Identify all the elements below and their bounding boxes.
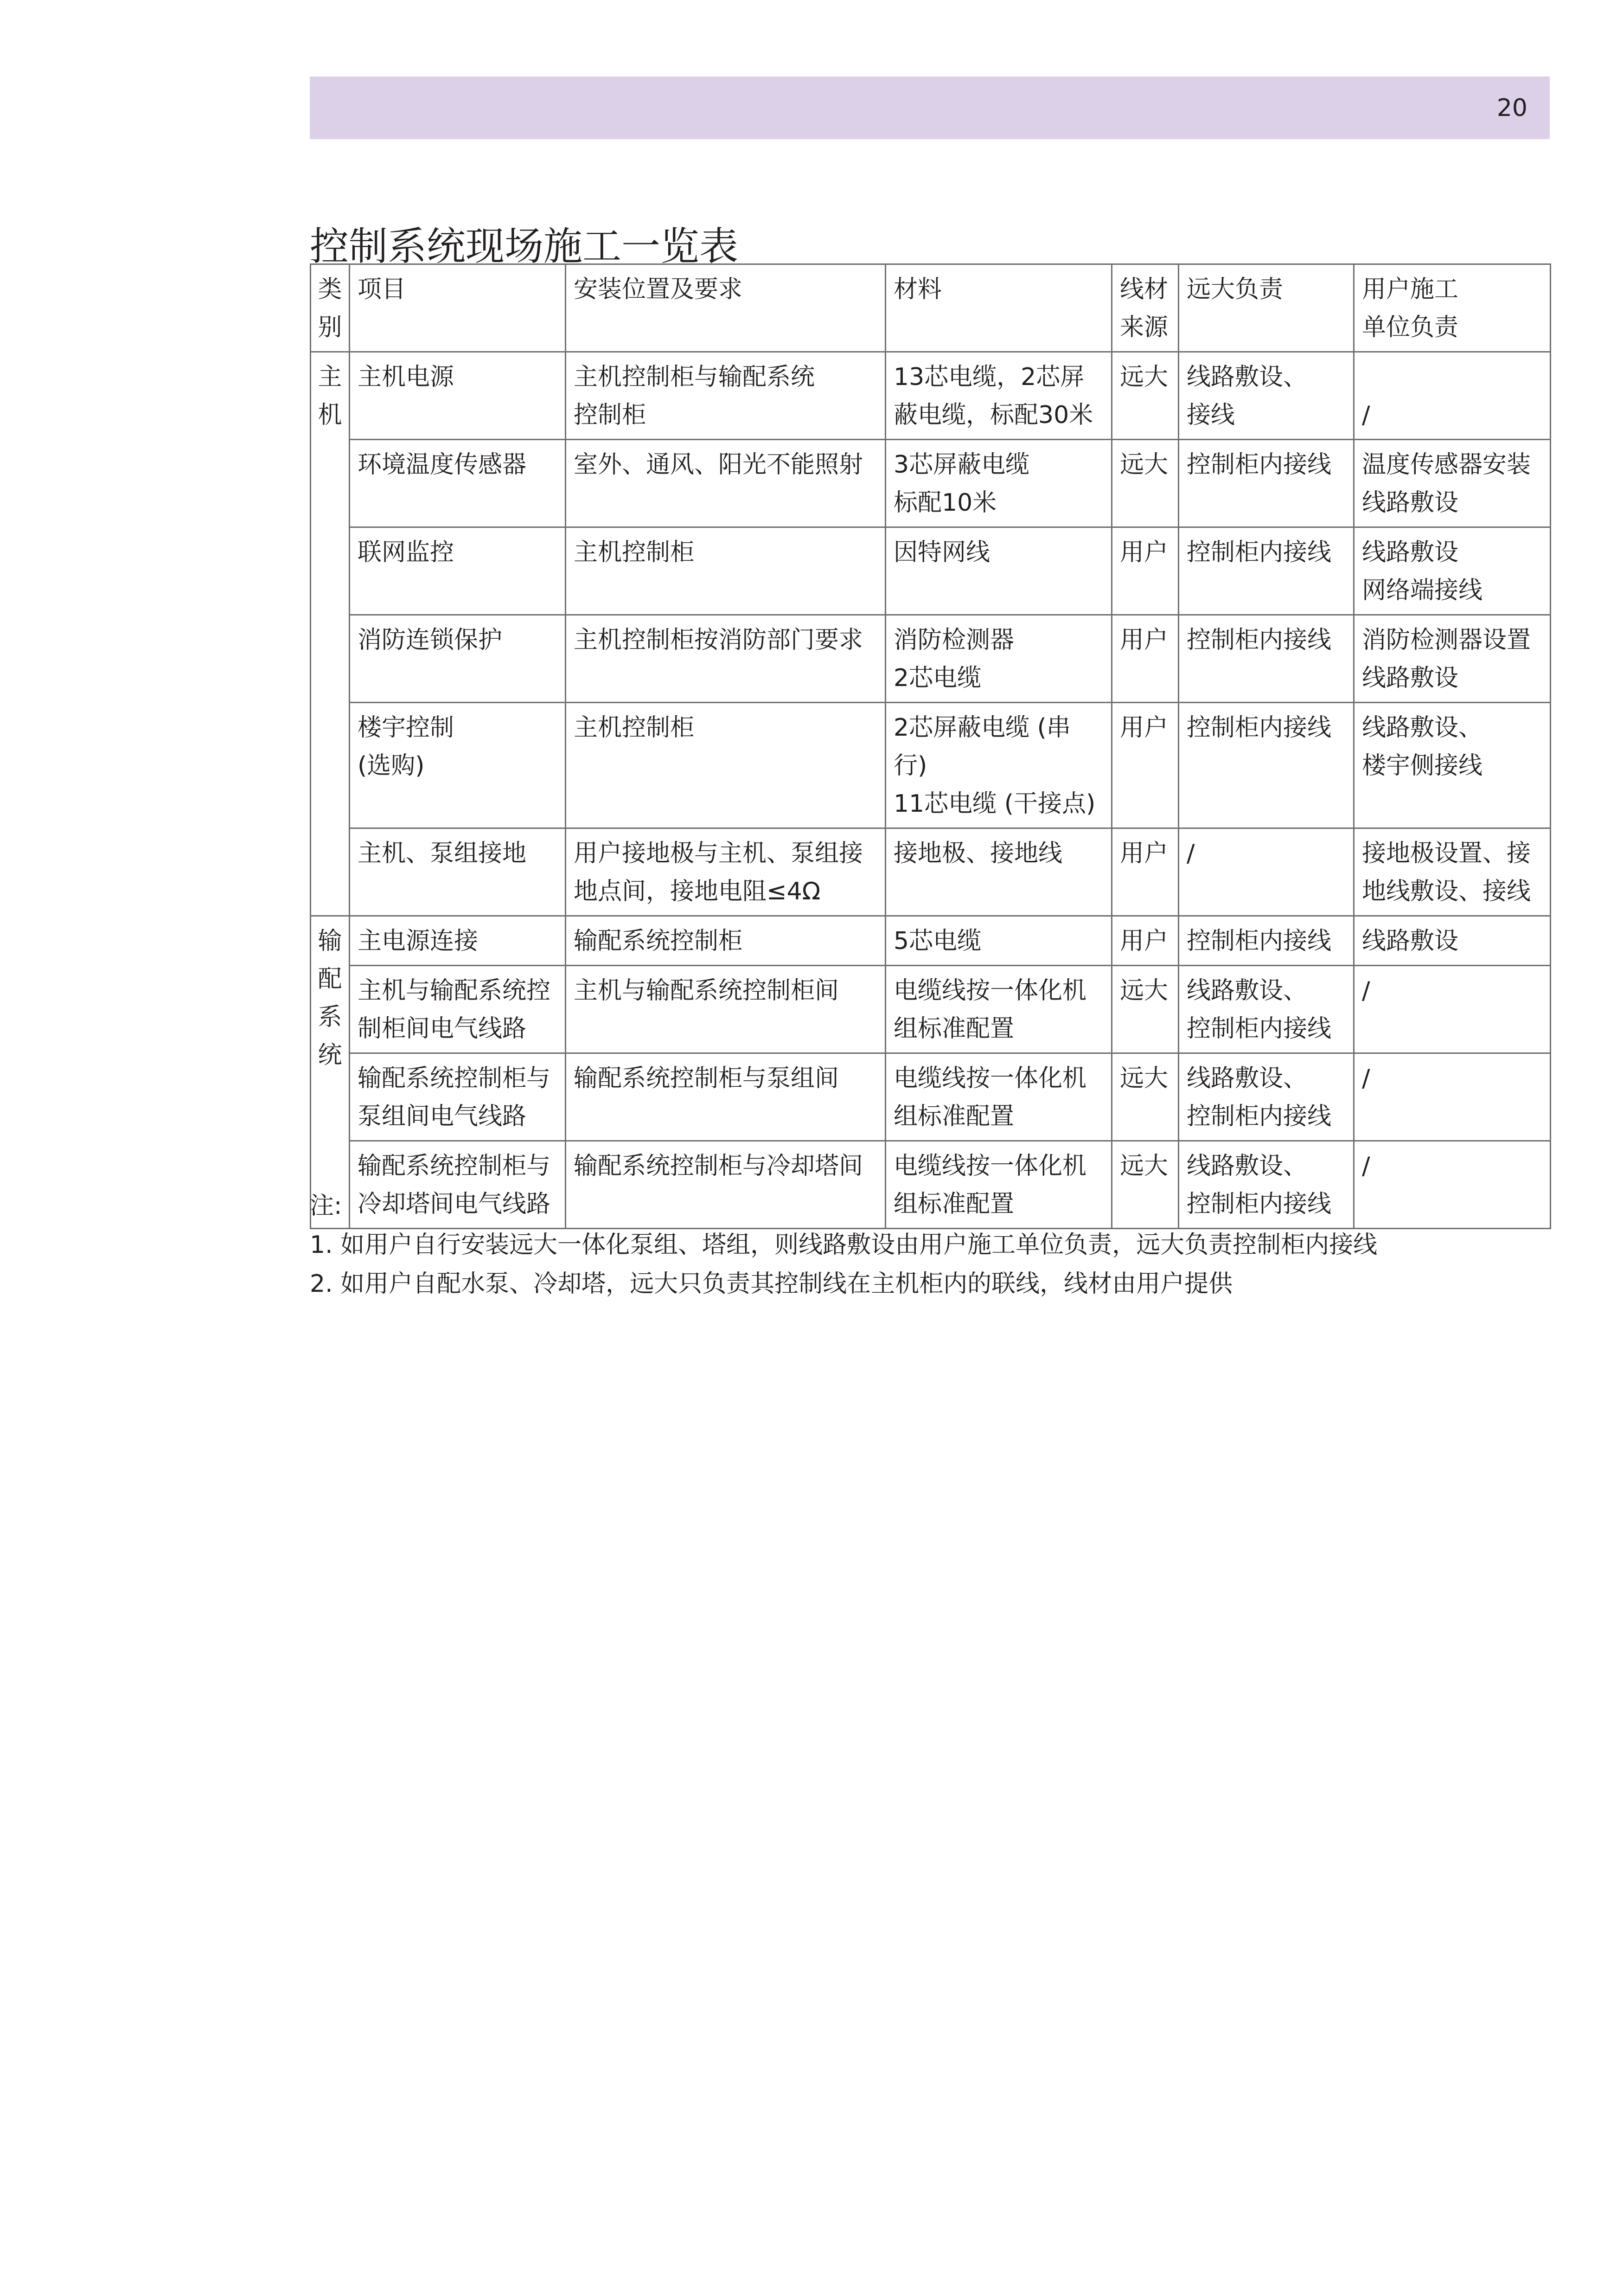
table-row <box>311 916 1551 966</box>
cell-location: 主机控制柜 <box>566 703 886 828</box>
table-row <box>311 703 1551 828</box>
cell-yuanda: 线路敷设、 控制柜内接线 <box>1179 966 1354 1053</box>
header-user: 用户施工 单位负责 <box>1354 264 1551 352</box>
cell-item: 环境温度传感器 <box>350 440 566 527</box>
cell-material: 因特网线 <box>886 527 1112 615</box>
cell-source: 远大 <box>1112 966 1179 1053</box>
cell-source: 远大 <box>1112 440 1179 527</box>
cell-yuanda: 控制柜内接线 <box>1179 527 1354 615</box>
cell-location: 主机控制柜与输配系统 控制柜 <box>566 352 886 440</box>
cell-user: / <box>1354 352 1551 440</box>
cell-source: 远大 <box>1112 352 1179 440</box>
header-band <box>310 77 1550 139</box>
table-row <box>311 352 1551 440</box>
cell-location: 用户接地极与主机、泵组接 地点间，接地电阻≤4Ω <box>566 828 886 916</box>
cell-user: 消防检测器设置 线路敷设 <box>1354 615 1551 703</box>
cell-material: 消防检测器 2芯电缆 <box>886 615 1112 703</box>
cell-yuanda: 线路敷设、 控制柜内接线 <box>1179 1141 1354 1229</box>
header-material: 材料 <box>886 264 1112 352</box>
cell-yuanda: / <box>1179 828 1354 916</box>
cell-material: 电缆线按一体化机 组标准配置 <box>886 1141 1112 1229</box>
cell-location: 主机与输配系统控制柜间 <box>566 966 886 1053</box>
cell-source: 用户 <box>1112 527 1179 615</box>
cell-item: 输配系统控制柜与 泵组间电气线路 <box>350 1053 566 1141</box>
table-row <box>311 828 1551 916</box>
cell-location: 室外、通风、阳光不能照射 <box>566 440 886 527</box>
cell-location: 主机控制柜 <box>566 527 886 615</box>
cell-material: 2芯屏蔽电缆 (串行) 11芯电缆 (干接点) <box>886 703 1112 828</box>
notes-section <box>310 1186 1377 1303</box>
table-header-row <box>311 264 1551 352</box>
header-location: 安装位置及要求 <box>566 264 886 352</box>
cell-source: 远大 <box>1112 1053 1179 1141</box>
category-cell-host: 主机 <box>311 352 350 916</box>
header-category: 类别 <box>311 264 350 352</box>
table-row <box>311 440 1551 527</box>
cell-user: 线路敷设、 楼宇侧接线 <box>1354 703 1551 828</box>
header-yuanda: 远大负责 <box>1179 264 1354 352</box>
cell-location: 输配系统控制柜与泵组间 <box>566 1053 886 1141</box>
notes-label: 注: <box>310 1192 342 1220</box>
cell-user: 温度传感器安装 线路敷设 <box>1354 440 1551 527</box>
cell-item: 输配系统控制柜与 冷却塔间电气线路 <box>350 1141 566 1229</box>
cell-item: 主机、泵组接地 <box>350 828 566 916</box>
header-item: 项目 <box>350 264 566 352</box>
note-item: 1. 如用户自行安装远大一体化泵组、塔组，则线路敷设由用户施工单位负责，远大负责控制柜内接线 <box>310 1231 1378 1259</box>
table-row <box>311 1053 1551 1141</box>
table-row <box>311 615 1551 703</box>
page-title: 控制系统现场施工一览表 <box>310 224 739 269</box>
cell-item: 主机与输配系统控 制柜间电气线路 <box>350 966 566 1053</box>
cell-item: 联网监控 <box>350 527 566 615</box>
cell-item: 主电源连接 <box>350 916 566 966</box>
cell-yuanda: 控制柜内接线 <box>1179 916 1354 966</box>
cell-source: 用户 <box>1112 615 1179 703</box>
cell-material: 3芯屏蔽电缆 标配10米 <box>886 440 1112 527</box>
cell-user: / <box>1354 1053 1551 1141</box>
cell-material: 13芯电缆，2芯屏 蔽电缆，标配30米 <box>886 352 1112 440</box>
cell-location: 主机控制柜按消防部门要求 <box>566 615 886 703</box>
cell-material: 电缆线按一体化机 组标准配置 <box>886 1053 1112 1141</box>
cell-yuanda: 控制柜内接线 <box>1179 615 1354 703</box>
cell-material: 电缆线按一体化机 组标准配置 <box>886 966 1112 1053</box>
note-item: 2. 如用户自配水泵、冷却塔，远大只负责其控制线在主机柜内的联线，线材由用户提供 <box>310 1270 1233 1298</box>
cell-location: 输配系统控制柜 <box>566 916 886 966</box>
cell-yuanda: 控制柜内接线 <box>1179 440 1354 527</box>
cell-yuanda: 线路敷设、 接线 <box>1179 352 1354 440</box>
cell-user: / <box>1354 966 1551 1053</box>
cell-source: 用户 <box>1112 828 1179 916</box>
cell-user: / <box>1354 1141 1551 1229</box>
cell-yuanda: 线路敷设、 控制柜内接线 <box>1179 1053 1354 1141</box>
cell-yuanda: 控制柜内接线 <box>1179 703 1354 828</box>
cell-user: 接地极设置、接 地线敷设、接线 <box>1354 828 1551 916</box>
header-source: 线材 来源 <box>1112 264 1179 352</box>
page-number: 20 <box>1496 94 1527 122</box>
cell-location: 输配系统控制柜与冷却塔间 <box>566 1141 886 1229</box>
cell-material: 接地极、接地线 <box>886 828 1112 916</box>
cell-source: 用户 <box>1112 916 1179 966</box>
table-row <box>311 966 1551 1053</box>
cell-source: 远大 <box>1112 1141 1179 1229</box>
category-cell-distribution: 输配系统 <box>311 916 350 1229</box>
construction-table <box>310 263 1551 1229</box>
cell-source: 用户 <box>1112 703 1179 828</box>
cell-item: 消防连锁保护 <box>350 615 566 703</box>
cell-item: 主机电源 <box>350 352 566 440</box>
cell-user: 线路敷设 网络端接线 <box>1354 527 1551 615</box>
cell-material: 5芯电缆 <box>886 916 1112 966</box>
table-row <box>311 527 1551 615</box>
cell-item: 楼宇控制 (选购) <box>350 703 566 828</box>
cell-user: 线路敷设 <box>1354 916 1551 966</box>
